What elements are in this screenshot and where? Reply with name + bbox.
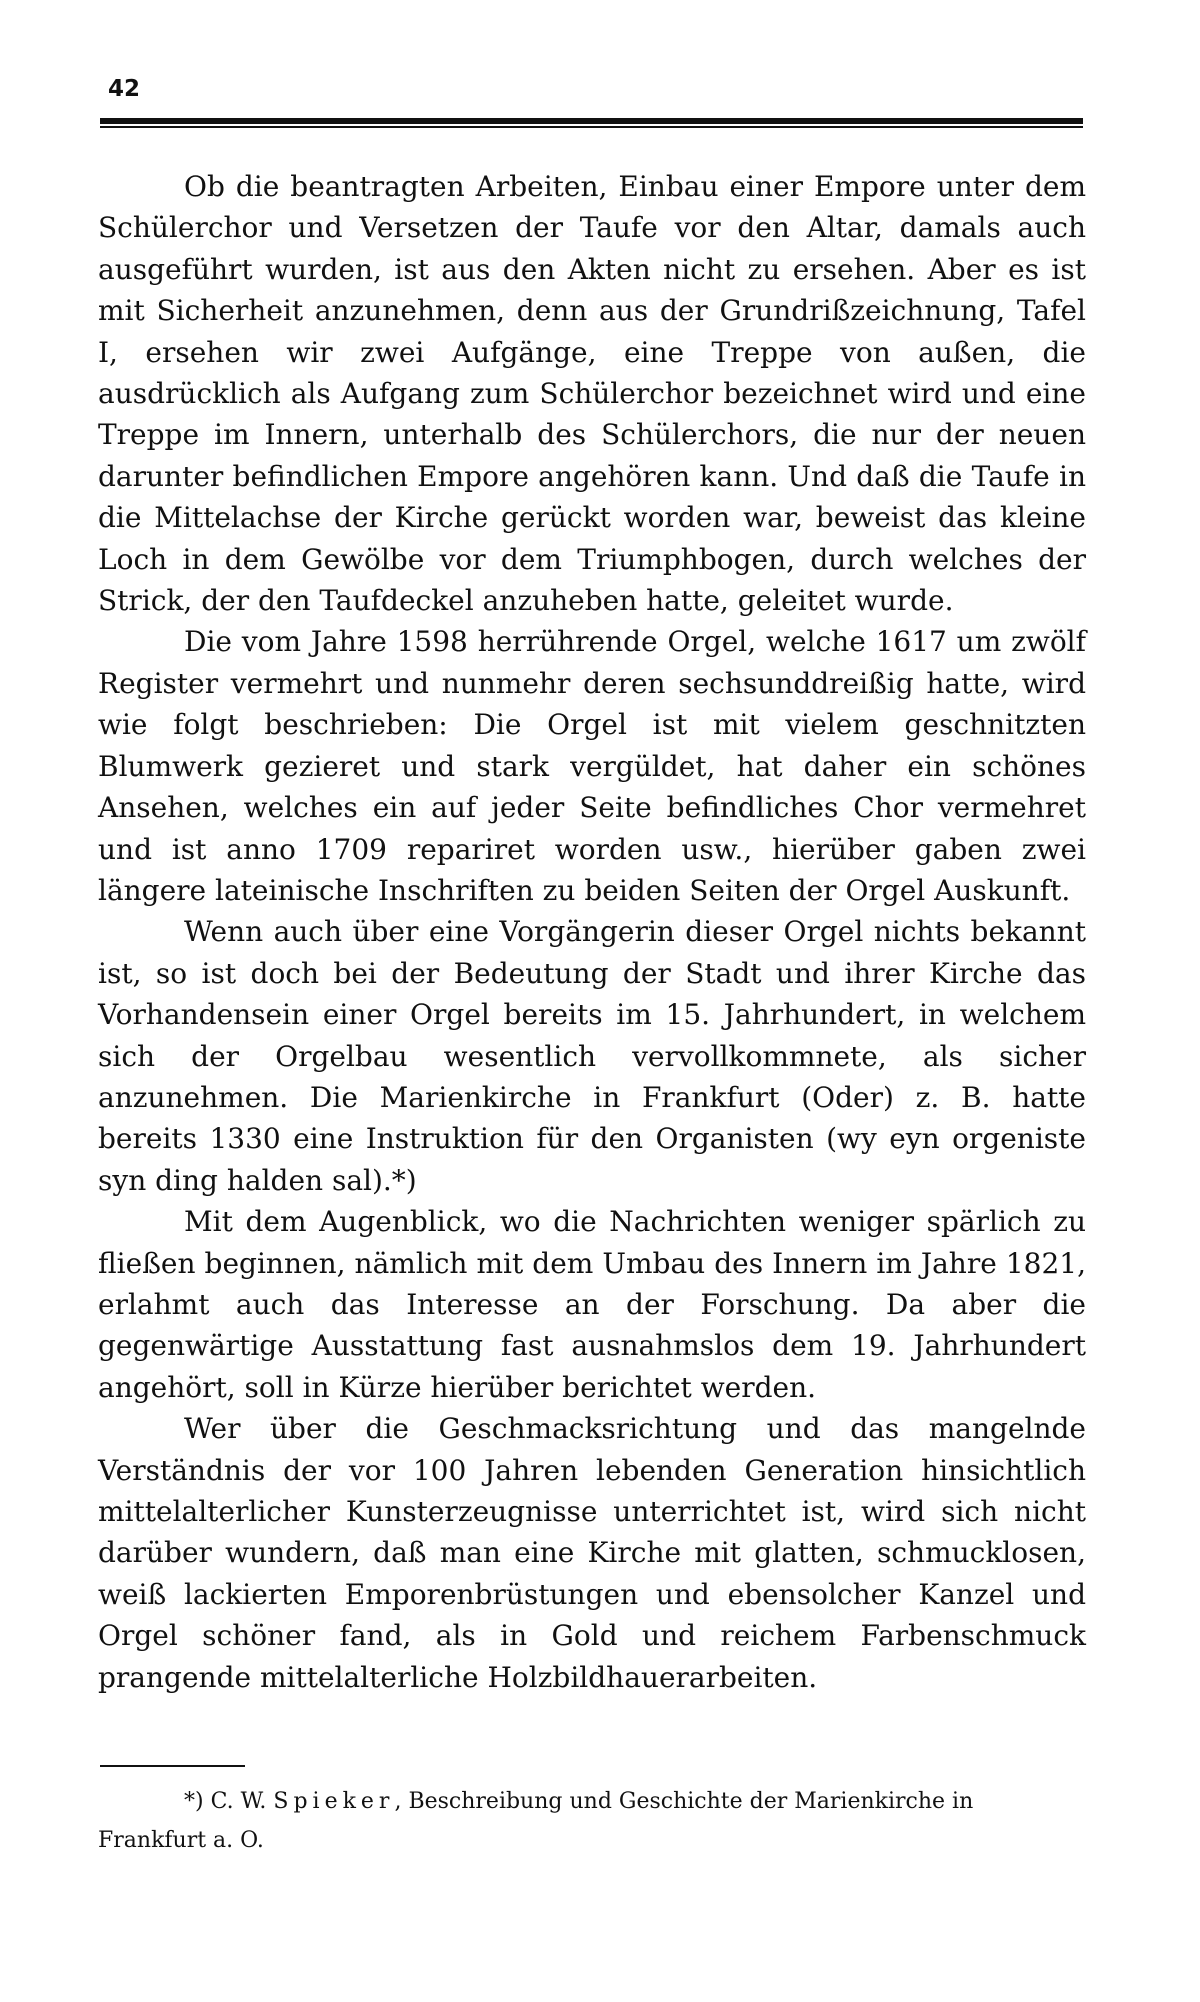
page-number: 42 <box>108 76 141 102</box>
paragraph-geschmacksrichtung: Wer über die Geschmacksrichtung und das mangelnde Verständnis der vor 100 Jahren lebenden Generation hinsichtlich mittelalterlicher Kunsterzeugnisse unterrichtet ist, wird sich nicht darüber wundern, daß man eine Kirche mit glatten, schmucklosen, weiß lackierten Emporenbrüstungen und ebensolcher Kanzel und Orgel schöner fand, als in Gold und reichem Farbenschmuck prangende mittelalterliche Holzbildhauerarbeiten. <box>98 1412 1086 1694</box>
paragraph-vorgaengerin: Wenn auch über eine Vorgängerin dieser Orgel nichts bekannt ist, so ist doch bei der Bedeutung der Stadt und ihrer Kirche das Vorhandensein einer Orgel bereits im 15. Jahrhundert, in welchem sich der Orgelbau wesentlich vervollkommnete, als sicher anzunehmen. Die Marienkirche in Frankfurt (Oder) z. B. hatte bereits 1330 eine Instruktion für den Organisten (wy eyn orgeniste syn ding halden sal).*) <box>98 915 1086 1197</box>
body-text <box>98 166 1086 1698</box>
footnote-author: Spieker <box>273 1789 395 1814</box>
footnote-text: , Beschreibung und Geschichte der Marienkirche in Frankfurt a. O. <box>98 1789 974 1853</box>
paragraph-orgel-1598: Die vom Jahre 1598 herrührende Orgel, welche 1617 um zwölf Register vermehrt und nunmehr deren sechsunddreißig hatte, wird wie folgt beschrieben: Die Orgel ist mit vielem geschnitzten Blumwerk gezieret und stark vergüldet, hat daher ein schönes Ansehen, welches ein auf jeder Seite befindliches Chor vermehret und ist anno 1709 repariret worden usw., hierüber gaben zwei längere lateinische Inschriften zu beiden Seiten der Orgel Auskunft. <box>98 625 1086 907</box>
footnote <box>98 1782 1086 1860</box>
paragraph-umbau-1821: Mit dem Augenblick, wo die Nachrichten weniger spärlich zu fließen beginnen, nämlich mit dem Umbau des Innern im Jahre 1821, erlahmt auch das Interesse an der Forschung. Da aber die gegenwärtige Ausstattung fast ausnahmslos dem 19. Jahrhundert angehört, soll in Kürze hierüber berichtet werden. <box>98 1205 1086 1404</box>
paragraph-empore-taufe: Ob die beantragten Arbeiten, Einbau einer Empore unter dem Schülerchor und Versetzen der Taufe vor den Altar, damals auch ausgeführt wurden, ist aus den Akten nicht zu ersehen. Aber es ist mit Sicherheit anzunehmen, denn aus der Grundrißzeichnung, Tafel I, ersehen wir zwei Aufgänge, eine Treppe von außen, die ausdrücklich als Aufgang zum Schülerchor bezeichnet wird und eine Treppe im Innern, unterhalb des Schülerchors, die nur der neuen darunter befindlichen Empore angehören kann. Und daß die Taufe in die Mittelachse der Kirche gerückt worden war, beweist das kleine Loch in dem Gewölbe vor dem Triumphbogen, durch welches der Strick, der den Taufdeckel anzuheben hatte, geleitet wurde. <box>98 170 1086 618</box>
header-rule-thin <box>100 126 1083 128</box>
footnote-marker: *) C. W. <box>184 1789 267 1814</box>
header-rule-thick <box>100 118 1083 124</box>
footnote-rule <box>100 1765 245 1767</box>
